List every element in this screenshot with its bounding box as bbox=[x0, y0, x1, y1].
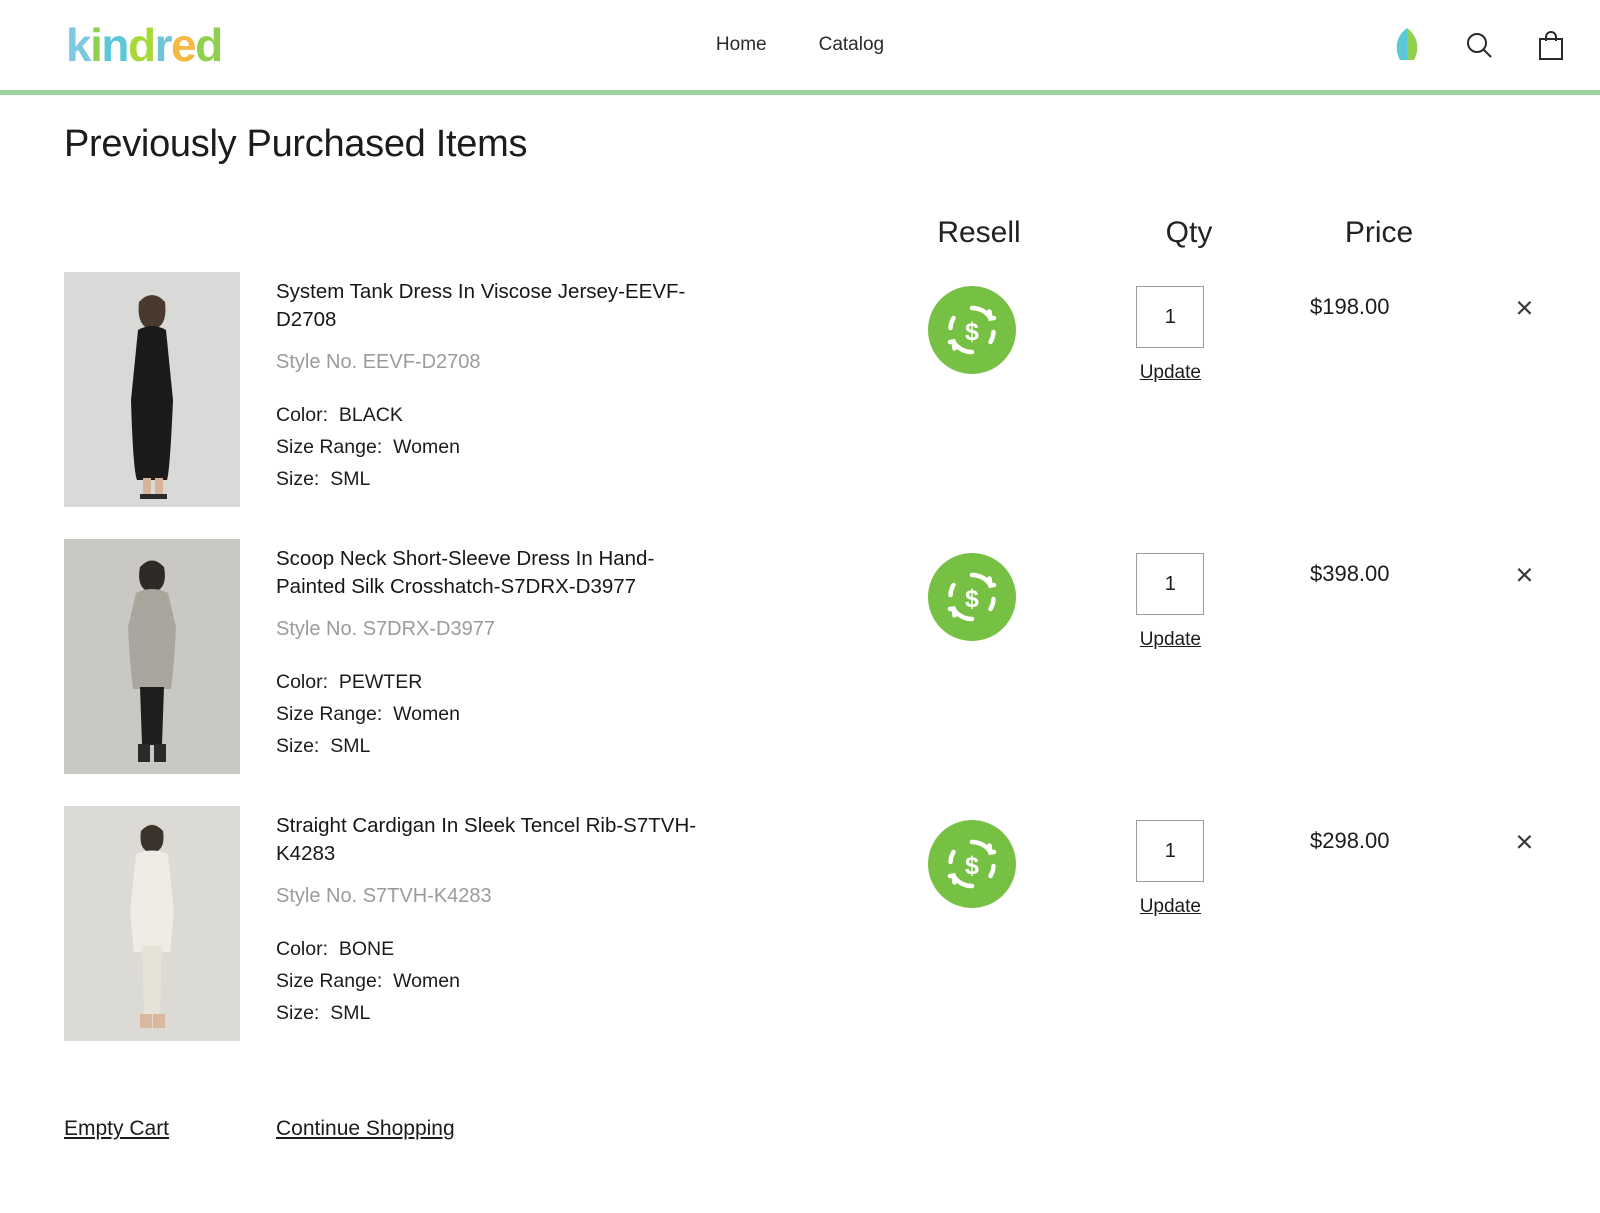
product-style-number: Style No. EEVF-D2708 bbox=[276, 350, 481, 373]
column-header-resell: Resell bbox=[937, 216, 1021, 249]
attr-size bbox=[276, 464, 854, 496]
quantity-input[interactable] bbox=[1136, 553, 1204, 615]
product-info bbox=[240, 806, 854, 1029]
attr-size-range-label: Size Range: bbox=[276, 969, 383, 992]
attr-color bbox=[276, 934, 854, 966]
cart-footer-links bbox=[0, 1117, 1600, 1141]
attr-size bbox=[276, 998, 854, 1030]
attr-size-range-value: Women bbox=[393, 435, 460, 458]
remove-item-button[interactable]: × bbox=[1515, 824, 1534, 859]
price-value: $298.00 bbox=[1309, 828, 1390, 853]
svg-text:$: $ bbox=[965, 852, 979, 880]
brand-logo[interactable]: kindred bbox=[66, 19, 222, 71]
attr-color-label: Color: bbox=[276, 670, 329, 693]
continue-shopping-link[interactable]: Continue Shopping bbox=[276, 1117, 455, 1140]
product-attributes bbox=[276, 667, 854, 763]
quantity-input[interactable] bbox=[1136, 286, 1204, 348]
product-attributes bbox=[276, 934, 854, 1030]
shopping-bag-icon[interactable] bbox=[1536, 29, 1566, 61]
header-accent-bar bbox=[0, 90, 1600, 95]
product-thumbnail[interactable] bbox=[64, 806, 240, 1041]
qty-cell bbox=[1090, 272, 1251, 384]
attr-color bbox=[276, 667, 854, 699]
attr-size-range-value: Women bbox=[393, 702, 460, 725]
remove-cell bbox=[1449, 806, 1600, 857]
product-thumbnail[interactable] bbox=[64, 272, 240, 507]
attr-color-label: Color: bbox=[276, 937, 329, 960]
main-nav bbox=[0, 34, 1600, 56]
remove-item-button[interactable]: × bbox=[1515, 557, 1534, 592]
table-row bbox=[0, 806, 1600, 1051]
update-link[interactable]: Update bbox=[1139, 362, 1201, 383]
empty-cart-link[interactable]: Empty Cart bbox=[64, 1117, 170, 1140]
attr-color bbox=[276, 400, 854, 432]
nav-item-catalog[interactable]: Catalog bbox=[818, 34, 885, 55]
resell-cell bbox=[854, 272, 1090, 374]
attr-color-value: BONE bbox=[338, 937, 395, 960]
update-link[interactable]: Update bbox=[1139, 629, 1201, 650]
attr-color-label: Color: bbox=[276, 403, 329, 426]
attr-color-value: PEWTER bbox=[338, 670, 423, 693]
attr-size-value: SML bbox=[330, 467, 371, 490]
product-info bbox=[240, 539, 854, 762]
remove-cell bbox=[1449, 272, 1600, 323]
search-icon[interactable] bbox=[1464, 30, 1494, 60]
header-actions bbox=[1392, 27, 1566, 63]
attr-size-label: Size: bbox=[276, 734, 320, 757]
product-info bbox=[240, 272, 854, 495]
column-header-qty: Qty bbox=[1165, 216, 1213, 249]
remove-item-button[interactable]: × bbox=[1515, 290, 1534, 325]
attr-size-range bbox=[276, 699, 854, 731]
resell-dollar-icon[interactable] bbox=[928, 820, 1016, 908]
quantity-input[interactable] bbox=[1136, 820, 1204, 882]
attr-size-label: Size: bbox=[276, 467, 320, 490]
product-thumbnail[interactable] bbox=[64, 539, 240, 774]
product-name[interactable]: Straight Cardigan In Sleek Tencel Rib-S7TVH-K4283 bbox=[276, 814, 697, 866]
cart-table bbox=[0, 206, 1600, 1051]
attr-size-range-label: Size Range: bbox=[276, 702, 383, 725]
svg-text:$: $ bbox=[965, 585, 979, 613]
table-row bbox=[0, 272, 1600, 517]
attr-size-range-label: Size Range: bbox=[276, 435, 383, 458]
nav-item-home[interactable]: Home bbox=[715, 34, 767, 55]
attr-color-value: BLACK bbox=[338, 403, 403, 426]
leaf-icon[interactable] bbox=[1392, 27, 1422, 63]
price-value: $398.00 bbox=[1309, 561, 1390, 586]
resell-dollar-icon[interactable] bbox=[928, 553, 1016, 641]
attr-size-range bbox=[276, 432, 854, 464]
remove-cell bbox=[1449, 539, 1600, 590]
product-attributes bbox=[276, 400, 854, 496]
table-header-row bbox=[0, 206, 1600, 250]
attr-size-value: SML bbox=[330, 734, 371, 757]
attr-size-range bbox=[276, 966, 854, 998]
svg-text:$: $ bbox=[965, 318, 979, 346]
product-style-number: Style No. S7TVH-K4283 bbox=[276, 884, 492, 907]
price-value: $198.00 bbox=[1309, 294, 1390, 319]
table-row bbox=[0, 539, 1600, 784]
product-style-number: Style No. S7DRX-D3977 bbox=[276, 617, 495, 640]
empty-cart-wrapper bbox=[64, 1117, 276, 1141]
product-name[interactable]: Scoop Neck Short-Sleeve Dress In Hand-Painted Silk Crosshatch-S7DRX-D3977 bbox=[276, 547, 655, 599]
update-link[interactable]: Update bbox=[1139, 896, 1201, 917]
attr-size-value: SML bbox=[330, 1001, 371, 1024]
qty-cell bbox=[1090, 806, 1251, 918]
attr-size-range-value: Women bbox=[393, 969, 460, 992]
attr-size-label: Size: bbox=[276, 1001, 320, 1024]
resell-cell bbox=[854, 806, 1090, 908]
resell-dollar-icon[interactable] bbox=[928, 286, 1016, 374]
attr-size bbox=[276, 731, 854, 763]
page-title: Previously Purchased Items bbox=[64, 123, 528, 165]
site-header bbox=[0, 0, 1600, 90]
column-header-price: Price bbox=[1344, 216, 1414, 249]
product-name[interactable]: System Tank Dress In Viscose Jersey-EEVF-D2708 bbox=[276, 280, 686, 332]
qty-cell bbox=[1090, 539, 1251, 651]
resell-cell bbox=[854, 539, 1090, 641]
